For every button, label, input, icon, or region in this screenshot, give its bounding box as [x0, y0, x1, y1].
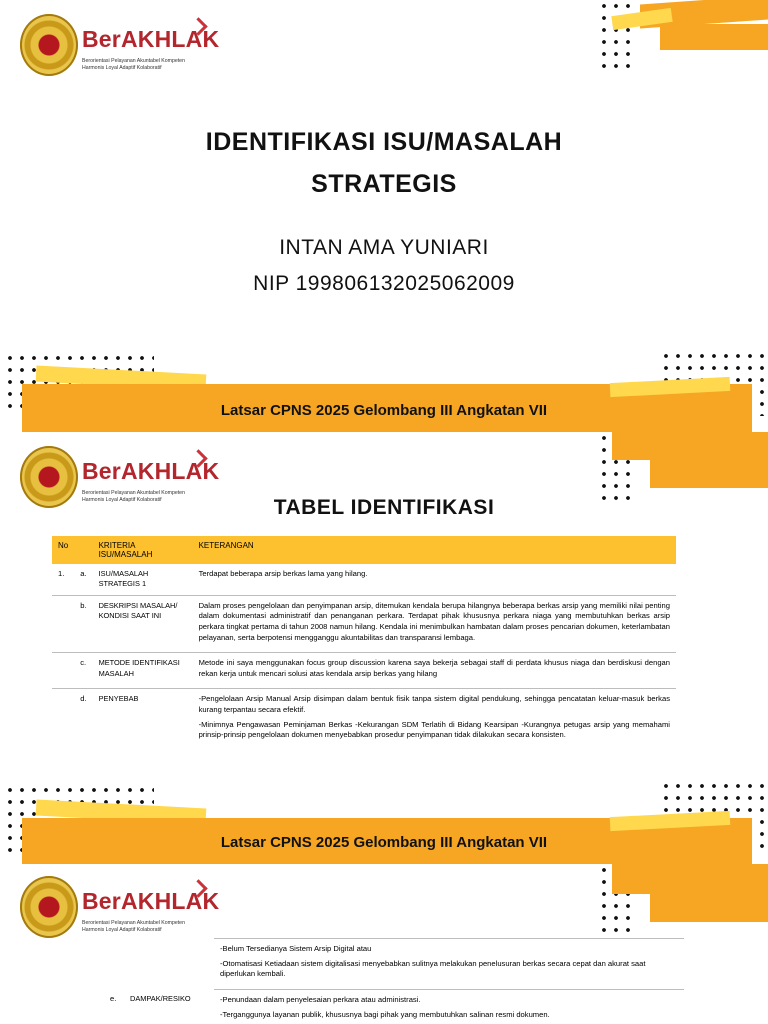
- table-row: [104, 989, 684, 1024]
- row-letter: c.: [74, 653, 92, 689]
- row-keterangan-text: -Otomatisasi Ketiadaan sistem digitalisasi menyebabkan sulitnya melakukan penelusuran berkas secara cepat dan akurat saat diperlukan kembali.: [220, 958, 646, 979]
- logo-tagline-1: Berorientasi Pelayanan Akuntabel Kompeten: [82, 920, 185, 926]
- row-keterangan-text: -Minimnya Pengawasan Peminjaman Berkas -Kekurangan SDM Terlatih di Bidang Kearsipan -Kurangnya petugas arsip yang memahami prinsip-prinsip pengelolaan dokumen menyebabkan prosedur penyimpanan tidak dilakukan secara konsisten.: [198, 719, 670, 740]
- row-letter: [104, 939, 124, 990]
- table-row: [52, 653, 676, 689]
- berakhlak-logo: [20, 14, 220, 80]
- orange-band-top-right-2: [660, 24, 768, 50]
- logo-brand: BerAKHLAK: [82, 26, 220, 52]
- orange-band-top-right-2: [650, 894, 768, 922]
- slide-table: [0, 432, 768, 864]
- row-keterangan: [193, 595, 676, 653]
- row-kriteria: PENYEBAB: [98, 694, 139, 704]
- row-keterangan: [193, 564, 676, 595]
- table-row: [104, 939, 684, 990]
- table-title: TABEL IDENTIFIKASI: [273, 496, 495, 519]
- row-keterangan-text: -Pengelolaan Arsip Manual Arsip disimpan dalam bentuk fisik tanpa sistem digital pendukung, sehingga pencatatan keluar-masuk berkas kurang terpantau secara efektif.: [198, 694, 670, 715]
- logo-tagline-2: Harmonis Loyal Adaptif Kolaboratif: [82, 927, 162, 933]
- row-keterangan: [193, 689, 676, 750]
- row-keterangan: [193, 653, 676, 689]
- header-kriteria: KRITERIA ISU/MASALAH: [93, 536, 193, 564]
- berakhlak-logo: [20, 876, 220, 942]
- orange-band-top-right-2: [650, 460, 768, 488]
- logo-brand: BerAKHLAK: [82, 458, 220, 484]
- row-keterangan-text: Dalam proses pengelolaan dan penyimpanan arsip, ditemukan kendala berupa hilangnya beberapa berkas arsip yang memiliki nilai penting dalam dokumentasi administratif dan penanganan perkara. Terdapat pihak khususnya perkara niaga yang membutuhkan berkas arsip perkara tingkat pertama di tahun 2008 namun hilang. Kendala ini menimbulkan hambatan dalam proses pencarian dokumen, keterlambatan pelayanan, serta berpotensi mengganggu akuntabilitas dan transparansi lembaga.: [198, 600, 670, 642]
- page-title-line-1: IDENTIFIKASI ISU/MASALAH: [205, 128, 563, 156]
- header-keterangan: KETERANGAN: [193, 536, 676, 564]
- row-keterangan: [214, 939, 684, 990]
- row-kriteria: DESKRIPSI MASALAH/ KONDISI SAAT INI: [93, 595, 193, 653]
- row-letter: e.: [110, 994, 117, 1004]
- author-nip: NIP 199806132025062009: [253, 272, 515, 295]
- row-keterangan-text: -Penundaan dalam penyelesaian perkara atau administrasi.: [220, 994, 421, 1004]
- identification-table: [52, 536, 676, 750]
- row-kriteria: METODE IDENTIFIKASI MASALAH: [93, 653, 193, 689]
- header-no: No: [52, 536, 74, 564]
- row-number: 1.: [52, 564, 74, 595]
- table-row: [52, 689, 676, 750]
- row-keterangan-text: -Belum Tersedianya Sistem Arsip Digital atau: [220, 944, 372, 953]
- row-keterangan: [214, 989, 684, 1024]
- logo-tagline-1: Berorientasi Pelayanan Akuntabel Kompeten: [82, 490, 185, 496]
- header-spacer: [74, 536, 92, 564]
- slide-cover: [0, 0, 768, 432]
- row-kriteria: ISU/MASALAH STRATEGIS 1: [93, 564, 193, 595]
- page-title-line-2: STRATEGIS: [311, 170, 457, 198]
- footer-label: Latsar CPNS 2025 Gelombang III Angkatan VII: [220, 402, 548, 419]
- dot-pattern-top-right: [598, 0, 638, 70]
- logo-tagline-2: Harmonis Loyal Adaptif Kolaboratif: [82, 65, 162, 71]
- table-row: [52, 564, 676, 595]
- author-name: INTAN AMA YUNIARI: [279, 236, 489, 259]
- logo-brand: BerAKHLAK: [82, 888, 220, 914]
- footer-label: Latsar CPNS 2025 Gelombang III Angkatan VII: [220, 834, 548, 851]
- row-kriteria: [124, 939, 214, 990]
- orange-band-top-right: [612, 864, 768, 894]
- row-keterangan-text: Terdapat beberapa arsip berkas lama yang hilang.: [198, 569, 368, 578]
- row-keterangan-text: -Terganggunya layanan publik, khususnya bagi pihak yang membutuhkan salinan resmi dokumen.: [220, 1009, 550, 1019]
- row-letter: b.: [74, 595, 92, 653]
- row-kriteria: DAMPAK/RESIKO: [130, 994, 191, 1004]
- row-number: [52, 653, 74, 689]
- row-number: [52, 595, 74, 653]
- court-seal-icon: [20, 14, 78, 76]
- row-letter: d.: [80, 694, 87, 704]
- slide-table-continued: [0, 864, 768, 1024]
- table-row: [52, 595, 676, 653]
- row-letter: a.: [74, 564, 92, 595]
- identification-table-continued: [104, 938, 684, 1024]
- row-keterangan-text: Metode ini saya menggunakan focus group discussion karena saya bekerja sebagai staff di perdata khusus niaga dan berdiskusi dengan rekan kerja untuk mencari solusi atas kendala arsip berkas yang hilang: [198, 658, 670, 678]
- orange-band-top-right: [612, 432, 768, 460]
- court-seal-icon: [20, 876, 78, 938]
- logo-tagline-2: Harmonis Loyal Adaptif Kolaboratif: [82, 497, 162, 503]
- table-header-row: [52, 536, 676, 564]
- logo-tagline-1: Berorientasi Pelayanan Akuntabel Kompeten: [82, 58, 185, 64]
- row-number: [52, 689, 74, 750]
